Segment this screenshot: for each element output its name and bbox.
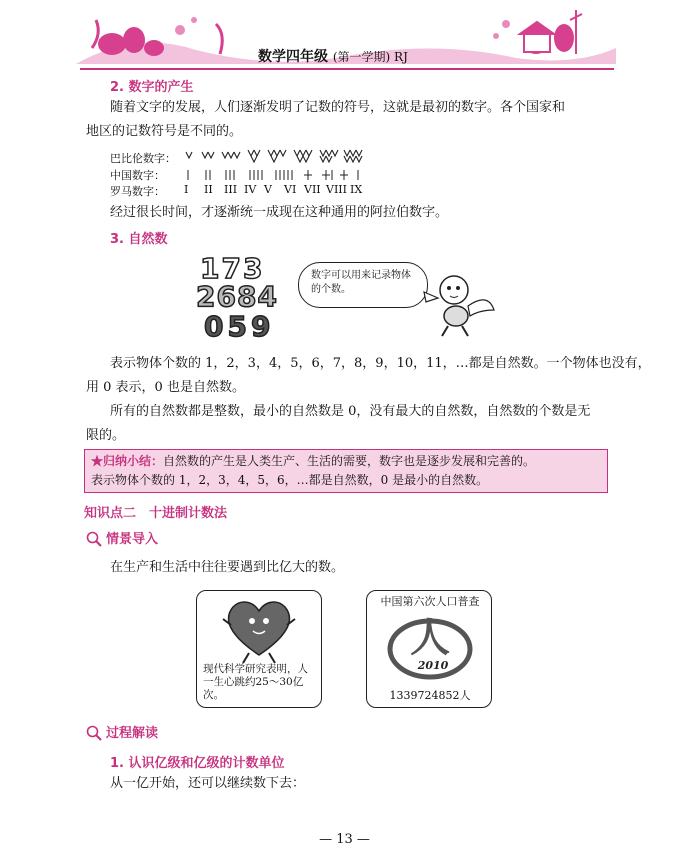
scene-text: 在生产和生活中往往要遇到比亿大的数。 [110,560,345,575]
process-title: 过程解读 [106,726,159,741]
roman-5: V [264,183,272,196]
roman-symbols [184,183,370,196]
knowledge-point-title: 知识点二 十进制计数法 [84,506,228,521]
roman-4: IV [244,183,257,196]
scene-title: 情景导入 [106,532,159,547]
roman-3: III [224,183,238,196]
roman-7: VII [304,183,321,196]
section2-para1-line1: 随着文字的发展，人们逐渐发明了记数的符号，这就是最初的数字。各个国家和 [110,100,566,115]
roman-1: I [184,183,189,196]
summary-line1: 自然数的产生是人类生产、生活的需要，数字也是逐步发展和完善的。 [163,454,536,468]
babylon-row [110,150,176,166]
scene-heading [86,528,158,547]
roman-2: II [204,183,213,196]
section3-para2-line1: 所有的自然数都是整数，最小的自然数是 0，没有最大的自然数，自然数的个数是无 [110,404,591,419]
speech-bubble-text: 数字可以用来记录物体的个数。 [311,270,411,295]
process-heading [86,722,158,741]
census-glyph: 人 [410,615,450,661]
roman-row [110,183,165,199]
census-count: 1339724852人 [389,689,471,702]
babylon-symbols [184,148,364,168]
magnifier-icon [86,531,102,547]
section2-para1-line2: 地区的记数符号是不同的。 [86,124,243,139]
summary-line1-wrap [91,452,601,471]
header-rule [80,68,614,70]
summary-line2: 表示物体个数的 1，2，3，4，5，6，…都是自然数，0 是最小的自然数。 [91,473,489,487]
section3-para2-line2: 限的。 [86,428,126,443]
page-number: — 13 — [319,832,370,847]
cupid-character-icon [418,262,498,342]
roman-9: IX [350,183,363,196]
heartbeat-card [196,590,322,708]
babylon-symbols-svg [184,148,364,164]
roman-label: 罗马数字： [110,185,165,198]
header-title [258,46,408,66]
census-title: 中国第六次人口普查 [380,595,480,608]
digits-row1: 173 [200,252,265,285]
digits-row3: 059 [204,310,275,343]
chinese-label: 中国数字： [110,169,165,182]
chinese-row [110,167,165,183]
section3-title: 3. 自然数 [110,232,168,247]
header-title-main: 数学四年级 [258,49,328,65]
roman-8: VIII [326,183,347,196]
section2-para2: 经过很长时间，才逐渐统一成现在这种通用的阿拉伯数字。 [110,205,449,220]
summary-label: ★归纳小结： [91,454,164,468]
header-subtitle: (第一学期) RJ [332,50,408,64]
sub1-text: 从一亿开始，还可以继续数下去： [110,776,306,791]
digits-row2: 2684 [196,280,278,313]
section2-title: 2. 数字的产生 [110,80,194,95]
heart-character-icon [219,595,299,665]
census-card [366,590,492,708]
chinese-symbols-svg [184,168,364,182]
roman-6: VI [284,183,297,196]
sub1-title: 1. 认识亿级和亿级的计数单位 [110,756,285,771]
babylon-label: 巴比伦数字： [110,152,176,165]
speech-bubble [298,262,428,308]
census-logo-icon [385,609,475,681]
section3-para1-line1: 表示物体个数的 1，2，3，4，5，6，7，8，9，10，11，…都是自然数。一个物体也没有， [110,356,651,371]
summary-box [84,449,608,493]
magnifier-icon [86,725,102,741]
heartbeat-text: 现代科学研究表明，人一生心跳约25～30亿次。 [203,663,308,701]
census-year: 2010 [417,659,449,672]
section3-para1-line2: 用 0 表示，0 也是自然数。 [86,380,245,395]
natural-number-illustration [192,252,498,348]
